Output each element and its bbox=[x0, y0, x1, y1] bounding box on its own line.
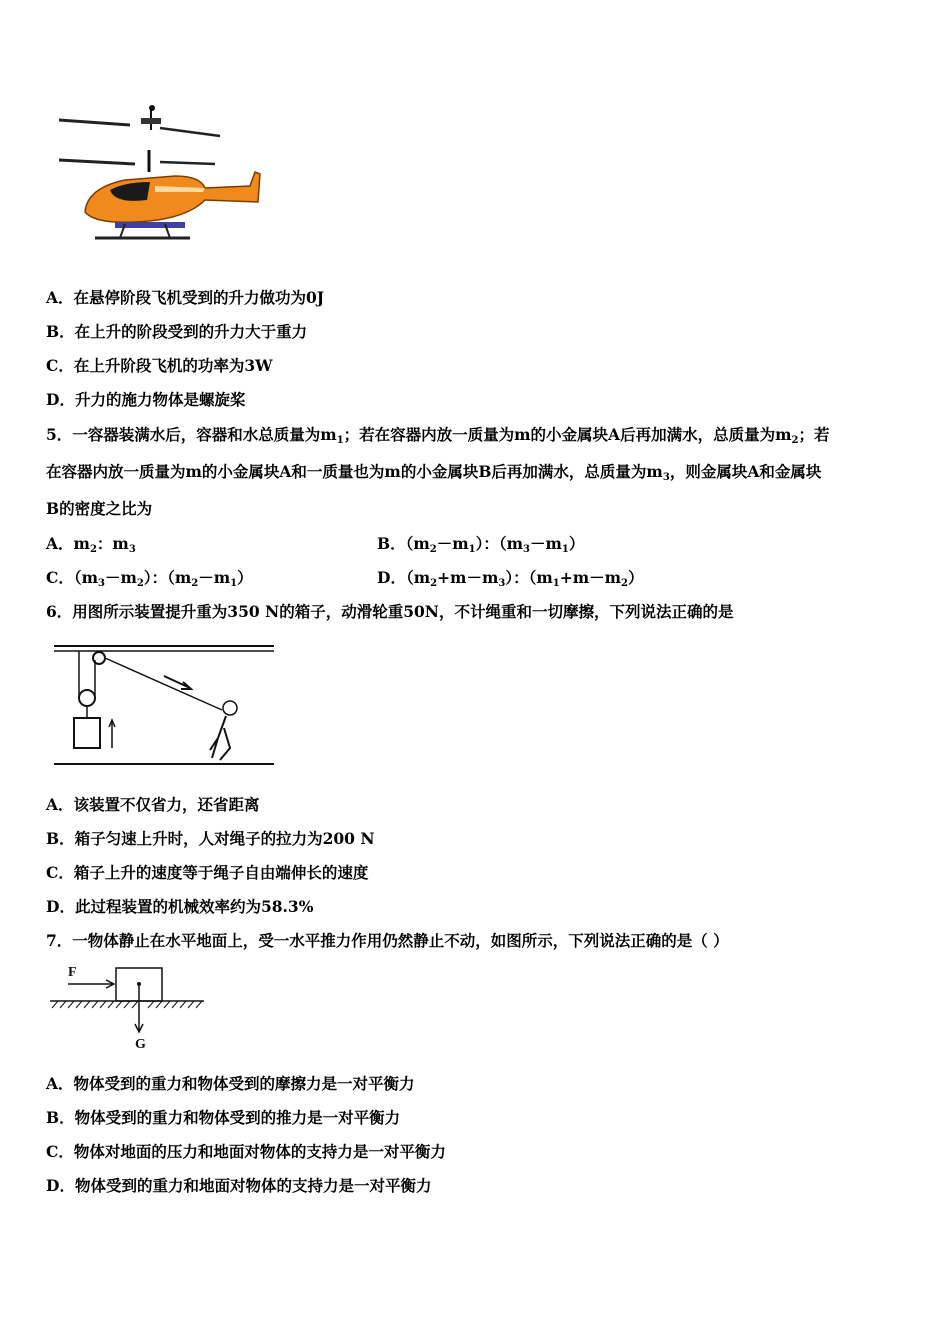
q6-option-a: A．该装置不仅省力，还省距离 bbox=[46, 795, 260, 814]
force-diagram bbox=[48, 960, 208, 1052]
q7-option-d: D．物体受到的重力和地面对物体的支持力是一对平衡力 bbox=[46, 1176, 432, 1195]
q7-stem: 7．一物体静止在水平地面上，受一水平推力作用仍然静止不动，如图所示，下列说法正确的是（ ） bbox=[46, 931, 729, 950]
q4-option-d: D．升力的施力物体是螺旋桨 bbox=[46, 390, 246, 409]
q7-option-b: B．物体受到的重力和物体受到的推力是一对平衡力 bbox=[46, 1108, 401, 1127]
q4-option-c: C．在上升阶段飞机的功率为3W bbox=[46, 356, 273, 375]
q7-option-a: A．物体受到的重力和物体受到的摩擦力是一对平衡力 bbox=[46, 1074, 415, 1093]
helicopter-figure bbox=[55, 100, 265, 250]
q5-option-d: D．$(m_2+m-m_3)$：$(m_1+m-m_2)$ bbox=[377, 568, 644, 589]
q6-option-b: B．箱子匀速上升时，人对绳子的拉力为200 N bbox=[46, 829, 375, 848]
q4-option-a: A．在悬停阶段飞机受到的升力做功为0J bbox=[46, 288, 325, 307]
q5-stem-line2: 在容器内放一质量为m的小金属块A和一质量也为m的小金属块B后再加满水，总质量为$m_3$，则金属块A和金属块 bbox=[46, 462, 822, 483]
q5-option-c: C．$(m_3-m_2)$：$(m_2-m_1)$ bbox=[46, 568, 253, 589]
q5-stem-line3: B的密度之比为 bbox=[46, 499, 153, 518]
force-label-f: F bbox=[68, 965, 77, 980]
q4-option-b: B．在上升的阶段受到的升力大于重力 bbox=[46, 322, 308, 341]
q5-option-b: B．$(m_2-m_1)$：$(m_3-m_1)$ bbox=[377, 534, 585, 555]
q7-option-c: C．物体对地面的压力和地面对物体的支持力是一对平衡力 bbox=[46, 1142, 446, 1161]
q5-stem-line1: 5．一容器装满水后，容器和水总质量为$m_1$；若在容器内放一质量为m的小金属块A后再加满水，总质量为$m_2$；若 bbox=[46, 425, 830, 446]
q5-option-a: A．$m_2$：$m_3$ bbox=[46, 534, 136, 555]
pulley-figure bbox=[52, 638, 277, 774]
q6-stem: 6．用图所示装置提升重为350 N的箱子，动滑轮重50N，不计绳重和一切摩擦，下列说法正确的是 bbox=[46, 602, 734, 621]
q6-option-d: D．此过程装置的机械效率约为58.3% bbox=[46, 897, 314, 916]
force-label-g: G bbox=[135, 1037, 146, 1052]
q6-option-c: C．箱子上升的速度等于绳子自由端伸长的速度 bbox=[46, 863, 369, 882]
